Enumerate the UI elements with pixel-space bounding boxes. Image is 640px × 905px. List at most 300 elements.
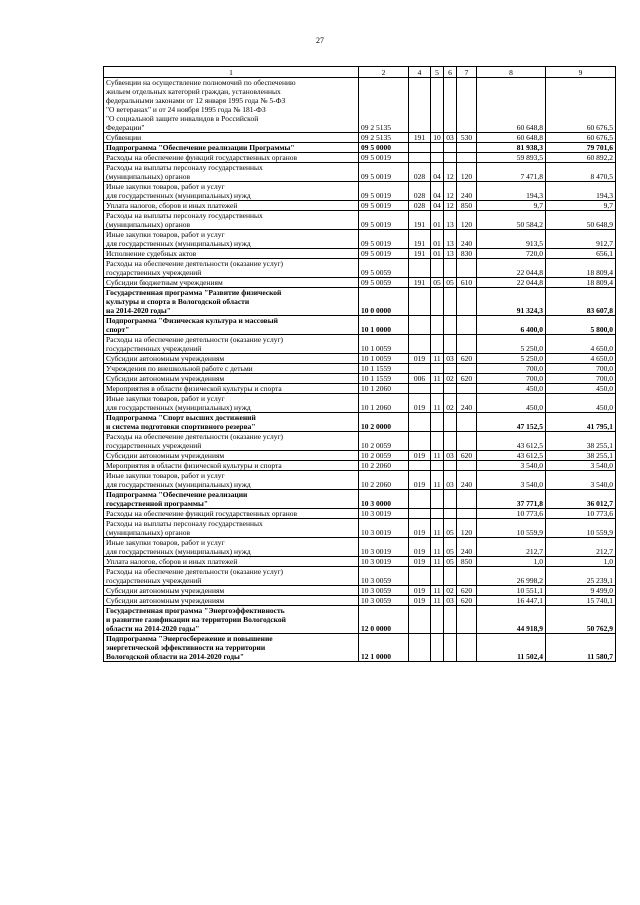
row-section-code: 01: [431, 249, 444, 259]
row-section-code: [431, 335, 444, 354]
row-amount-col9: 194,3: [546, 182, 616, 201]
row-expense-type-code: 850: [457, 201, 477, 211]
row-department-code: 191: [409, 249, 431, 259]
row-department-code: 191: [409, 230, 431, 249]
row-target-code: 10 3 0019: [359, 509, 409, 519]
row-expense-type-code: [457, 316, 477, 335]
row-subsection-code: 05: [444, 538, 457, 557]
row-description: Расходы на обеспечение функций государственных органов: [104, 509, 359, 519]
row-amount-col9: 9 499,0: [546, 586, 616, 596]
row-subsection-code: 13: [444, 230, 457, 249]
row-department-code: [409, 288, 431, 316]
row-amount-col8: 212,7: [477, 538, 546, 557]
row-amount-col8: 450,0: [477, 384, 546, 394]
row-target-code: 10 3 0019: [359, 557, 409, 567]
row-subsection-code: [444, 153, 457, 163]
row-section-code: [431, 143, 444, 153]
row-amount-col8: 720,0: [477, 249, 546, 259]
row-expense-type-code: [457, 634, 477, 662]
row-section-code: [431, 364, 444, 374]
row-subsection-code: [444, 78, 457, 133]
row-description: Субсидии автономным учреждениям: [104, 596, 359, 606]
row-expense-type-code: [457, 606, 477, 634]
row-description: Расходы на обеспечение функций государственных органов: [104, 153, 359, 163]
row-expense-type-code: 620: [457, 374, 477, 384]
row-department-code: [409, 461, 431, 471]
row-section-code: [431, 634, 444, 662]
row-subsection-code: 05: [444, 557, 457, 567]
row-section-code: 10: [431, 133, 444, 143]
table-row: [104, 596, 616, 606]
row-subsection-code: 03: [444, 596, 457, 606]
row-subsection-code: [444, 335, 457, 354]
row-section-code: 05: [431, 278, 444, 288]
row-expense-type-code: [457, 259, 477, 278]
budget-table: [103, 66, 616, 662]
row-section-code: 11: [431, 557, 444, 567]
row-target-code: 10 2 0000: [359, 413, 409, 432]
row-subsection-code: 12: [444, 182, 457, 201]
row-section-code: [431, 413, 444, 432]
row-target-code: 12 1 0000: [359, 634, 409, 662]
row-subsection-code: [444, 490, 457, 509]
row-department-code: 006: [409, 374, 431, 384]
row-amount-col9: 700,0: [546, 374, 616, 384]
row-description: Расходы на обеспечение деятельности (оказание услуг) государственных учреждений: [104, 259, 359, 278]
row-amount-col9: 10 773,6: [546, 509, 616, 519]
row-target-code: 10 3 0059: [359, 567, 409, 586]
row-subsection-code: 03: [444, 354, 457, 364]
row-expense-type-code: 240: [457, 230, 477, 249]
row-department-code: 019: [409, 354, 431, 364]
row-expense-type-code: 240: [457, 394, 477, 413]
table-row: [104, 606, 616, 634]
row-target-code: 10 2 2060: [359, 471, 409, 490]
table-row: [104, 335, 616, 354]
row-description: Субвенции: [104, 133, 359, 143]
row-amount-col8: 10 551,1: [477, 586, 546, 596]
row-amount-col9: 15 740,1: [546, 596, 616, 606]
row-subsection-code: [444, 606, 457, 634]
table-row: [104, 384, 616, 394]
row-department-code: 019: [409, 471, 431, 490]
row-description: Уплата налогов, сборов и иных платежей: [104, 557, 359, 567]
row-description: Подпрограмма "Обеспечение реализации государственной программы": [104, 490, 359, 509]
row-expense-type-code: [457, 78, 477, 133]
row-subsection-code: [444, 413, 457, 432]
row-amount-col8: 3 540,0: [477, 471, 546, 490]
row-section-code: [431, 259, 444, 278]
row-amount-col9: 60 676,5: [546, 78, 616, 133]
row-section-code: [431, 153, 444, 163]
row-amount-col8: 37 771,8: [477, 490, 546, 509]
row-amount-col9: 3 540,0: [546, 471, 616, 490]
row-expense-type-code: [457, 509, 477, 519]
row-expense-type-code: [457, 288, 477, 316]
row-description: Расходы на выплаты персоналу государственных (муниципальных) органов: [104, 519, 359, 538]
table-row: [104, 133, 616, 143]
row-subsection-code: 02: [444, 374, 457, 384]
row-target-code: 09 5 0019: [359, 230, 409, 249]
row-amount-col8: 16 447,1: [477, 596, 546, 606]
row-amount-col9: 38 255,1: [546, 432, 616, 451]
row-amount-col8: 81 938,3: [477, 143, 546, 153]
header-col-9: 9: [546, 67, 616, 78]
row-subsection-code: [444, 364, 457, 374]
row-amount-col8: 3 540,0: [477, 461, 546, 471]
row-section-code: 11: [431, 471, 444, 490]
row-subsection-code: [444, 567, 457, 586]
row-target-code: 10 2 0059: [359, 451, 409, 461]
row-target-code: 10 3 0000: [359, 490, 409, 509]
row-subsection-code: 12: [444, 201, 457, 211]
row-amount-col8: 700,0: [477, 364, 546, 374]
row-target-code: 09 5 0019: [359, 153, 409, 163]
row-subsection-code: [444, 384, 457, 394]
row-section-code: 11: [431, 596, 444, 606]
row-expense-type-code: [457, 567, 477, 586]
row-target-code: 10 2 2060: [359, 461, 409, 471]
row-subsection-code: [444, 143, 457, 153]
table-row: [104, 153, 616, 163]
row-amount-col8: 10 773,6: [477, 509, 546, 519]
row-description: Подпрограмма "Физическая культура и массовый спорт": [104, 316, 359, 335]
row-expense-type-code: [457, 432, 477, 451]
row-description: Субсидии автономным учреждениям: [104, 451, 359, 461]
header-col-5: 5: [431, 67, 444, 78]
row-description: Иные закупки товаров, работ и услуг для государственных (муниципальных) нужд: [104, 538, 359, 557]
row-subsection-code: 05: [444, 519, 457, 538]
table-row: [104, 249, 616, 259]
row-target-code: 09 2 5135: [359, 78, 409, 133]
row-expense-type-code: 530: [457, 133, 477, 143]
row-department-code: [409, 634, 431, 662]
row-amount-col9: 18 809,4: [546, 278, 616, 288]
row-amount-col9: 50 762,9: [546, 606, 616, 634]
table-row: [104, 471, 616, 490]
row-expense-type-code: [457, 413, 477, 432]
row-amount-col8: 6 400,0: [477, 316, 546, 335]
row-amount-col8: 44 918,9: [477, 606, 546, 634]
row-amount-col9: 41 795,1: [546, 413, 616, 432]
row-amount-col9: 60 892,2: [546, 153, 616, 163]
row-amount-col8: 11 502,4: [477, 634, 546, 662]
row-amount-col9: 5 800,0: [546, 316, 616, 335]
row-amount-col9: 3 540,0: [546, 461, 616, 471]
table-row: [104, 230, 616, 249]
row-target-code: 10 3 0019: [359, 538, 409, 557]
row-expense-type-code: 240: [457, 182, 477, 201]
row-section-code: [431, 509, 444, 519]
row-amount-col8: 1,0: [477, 557, 546, 567]
row-target-code: 10 0 0000: [359, 288, 409, 316]
row-expense-type-code: 240: [457, 538, 477, 557]
row-amount-col8: 47 152,5: [477, 413, 546, 432]
row-section-code: 11: [431, 451, 444, 461]
row-department-code: [409, 509, 431, 519]
row-target-code: 09 5 0019: [359, 211, 409, 230]
row-amount-col8: 7 471,8: [477, 163, 546, 182]
row-section-code: [431, 288, 444, 316]
row-expense-type-code: [457, 384, 477, 394]
table-row: [104, 259, 616, 278]
table-row: [104, 461, 616, 471]
row-target-code: 10 1 0000: [359, 316, 409, 335]
table-row: [104, 519, 616, 538]
row-expense-type-code: [457, 461, 477, 471]
row-subsection-code: [444, 432, 457, 451]
row-expense-type-code: 620: [457, 451, 477, 461]
row-department-code: 191: [409, 278, 431, 288]
row-amount-col8: 913,5: [477, 230, 546, 249]
row-expense-type-code: [457, 335, 477, 354]
row-amount-col9: 50 648,9: [546, 211, 616, 230]
row-amount-col9: 11 580,7: [546, 634, 616, 662]
row-department-code: [409, 413, 431, 432]
row-amount-col9: 656,1: [546, 249, 616, 259]
row-amount-col8: 59 893,5: [477, 153, 546, 163]
row-amount-col8: 91 324,3: [477, 288, 546, 316]
row-subsection-code: 03: [444, 133, 457, 143]
row-department-code: [409, 432, 431, 451]
row-amount-col9: 912,7: [546, 230, 616, 249]
row-amount-col9: 450,0: [546, 394, 616, 413]
row-description: Иные закупки товаров, работ и услуг для государственных (муниципальных) нужд: [104, 182, 359, 201]
table-row: [104, 211, 616, 230]
row-department-code: 191: [409, 211, 431, 230]
row-subsection-code: 05: [444, 278, 457, 288]
row-department-code: [409, 78, 431, 133]
row-amount-col9: 4 650,0: [546, 354, 616, 364]
row-amount-col8: 9,7: [477, 201, 546, 211]
row-section-code: 11: [431, 374, 444, 384]
row-description: Подпрограмма "Обеспечение реализации Программы": [104, 143, 359, 153]
page-number: 27: [316, 36, 324, 45]
row-department-code: [409, 316, 431, 335]
row-description: Подпрограмма "Спорт высших достижений и система подготовки спортивного резерва": [104, 413, 359, 432]
row-amount-col8: 43 612,5: [477, 451, 546, 461]
row-description: Мероприятия в области физической культуры и спорта: [104, 384, 359, 394]
row-section-code: [431, 567, 444, 586]
row-description: Иные закупки товаров, работ и услуг для государственных (муниципальных) нужд: [104, 394, 359, 413]
row-subsection-code: 02: [444, 394, 457, 413]
row-description: Субсидии бюджетным учреждениям: [104, 278, 359, 288]
row-description: Государственная программа "Развитие физической культуры и спорта в Вологодской области на 2014-2020 годы": [104, 288, 359, 316]
row-subsection-code: 12: [444, 163, 457, 182]
row-expense-type-code: [457, 143, 477, 153]
row-description: Иные закупки товаров, работ и услуг для государственных (муниципальных) нужд: [104, 230, 359, 249]
row-amount-col9: 9,7: [546, 201, 616, 211]
row-department-code: [409, 384, 431, 394]
table-row: [104, 78, 616, 133]
table-row: [104, 538, 616, 557]
row-department-code: 019: [409, 394, 431, 413]
row-section-code: [431, 490, 444, 509]
row-target-code: 12 0 0000: [359, 606, 409, 634]
row-description: Иные закупки товаров, работ и услуг для государственных (муниципальных) нужд: [104, 471, 359, 490]
row-amount-col8: 700,0: [477, 374, 546, 384]
header-col-4: 4: [409, 67, 431, 78]
row-description: Уплата налогов, сборов и иных платежей: [104, 201, 359, 211]
row-subsection-code: 03: [444, 471, 457, 490]
row-expense-type-code: 120: [457, 519, 477, 538]
row-description: Государственная программа "Энергоэффективность и развитие газификации на территории Вологодской области на 2014-2020 годы": [104, 606, 359, 634]
row-amount-col8: 22 044,8: [477, 278, 546, 288]
row-department-code: 028: [409, 163, 431, 182]
row-department-code: [409, 567, 431, 586]
row-amount-col8: 60 648,8: [477, 133, 546, 143]
table-row: [104, 432, 616, 451]
row-target-code: 10 3 0059: [359, 586, 409, 596]
row-amount-col9: 212,7: [546, 538, 616, 557]
row-department-code: [409, 335, 431, 354]
row-amount-col8: 5 250,0: [477, 354, 546, 364]
row-section-code: 11: [431, 538, 444, 557]
table-row: [104, 163, 616, 182]
row-amount-col9: 79 701,6: [546, 143, 616, 153]
row-section-code: [431, 78, 444, 133]
row-department-code: 019: [409, 451, 431, 461]
row-amount-col9: 4 650,0: [546, 335, 616, 354]
row-subsection-code: [444, 509, 457, 519]
row-amount-col9: 10 559,9: [546, 519, 616, 538]
row-subsection-code: [444, 316, 457, 335]
row-target-code: 10 1 0059: [359, 354, 409, 364]
row-subsection-code: [444, 288, 457, 316]
row-target-code: 10 2 0059: [359, 432, 409, 451]
row-section-code: 11: [431, 394, 444, 413]
row-expense-type-code: 120: [457, 211, 477, 230]
row-target-code: 10 3 0059: [359, 596, 409, 606]
table-row: [104, 278, 616, 288]
table-row: [104, 316, 616, 335]
row-expense-type-code: 620: [457, 354, 477, 364]
row-description: Расходы на выплаты персоналу государственных (муниципальных) органов: [104, 163, 359, 182]
row-amount-col8: 43 612,5: [477, 432, 546, 451]
row-subsection-code: 02: [444, 586, 457, 596]
row-target-code: 09 5 0059: [359, 278, 409, 288]
row-amount-col9: 18 809,4: [546, 259, 616, 278]
table-row: [104, 364, 616, 374]
row-description: Исполнение судебных актов: [104, 249, 359, 259]
row-section-code: [431, 606, 444, 634]
row-amount-col9: 36 012,7: [546, 490, 616, 509]
row-expense-type-code: 610: [457, 278, 477, 288]
table-row: [104, 413, 616, 432]
row-expense-type-code: [457, 490, 477, 509]
header-col-2: 2: [359, 67, 409, 78]
header-col-7: 7: [457, 67, 477, 78]
row-expense-type-code: 850: [457, 557, 477, 567]
row-department-code: 191: [409, 133, 431, 143]
row-subsection-code: 13: [444, 211, 457, 230]
row-department-code: [409, 606, 431, 634]
row-expense-type-code: [457, 153, 477, 163]
row-amount-col8: 60 648,8: [477, 78, 546, 133]
row-expense-type-code: 830: [457, 249, 477, 259]
table-body: [104, 78, 616, 662]
row-description: Субсидии автономным учреждениям: [104, 354, 359, 364]
row-subsection-code: [444, 461, 457, 471]
row-description: Подпрограмма "Энергосбережение и повышение энергетической эффективности на территории Вологодской области на 2014-2020 годы": [104, 634, 359, 662]
row-description: Субвенции на осуществление полномочий по обеспечению жильем отдельных категорий граждан, установленных федеральными законами от 12 января 1995 года № 5-ФЗ "О ветеранах" и от 24 ноября 1995 года № 181-ФЗ "О социальной защите инвалидов в Российской Федерации": [104, 78, 359, 133]
header-col-6: 6: [444, 67, 457, 78]
table-row: [104, 451, 616, 461]
table-row: [104, 557, 616, 567]
row-subsection-code: 03: [444, 451, 457, 461]
table-row: [104, 374, 616, 384]
table-row: [104, 567, 616, 586]
row-section-code: 11: [431, 519, 444, 538]
row-amount-col9: 60 676,5: [546, 133, 616, 143]
row-section-code: [431, 316, 444, 335]
row-section-code: 04: [431, 163, 444, 182]
row-description: Расходы на обеспечение деятельности (оказание услуг) государственных учреждений: [104, 335, 359, 354]
row-department-code: 028: [409, 182, 431, 201]
row-target-code: 09 5 0019: [359, 163, 409, 182]
row-description: Мероприятия в области физической культуры и спорта: [104, 461, 359, 471]
row-subsection-code: [444, 259, 457, 278]
row-target-code: 09 5 0019: [359, 201, 409, 211]
row-department-code: 019: [409, 596, 431, 606]
row-amount-col8: 10 559,9: [477, 519, 546, 538]
row-target-code: 09 5 0019: [359, 249, 409, 259]
header-col-1: 1: [104, 67, 359, 78]
row-description: Субсидии автономным учреждениям: [104, 374, 359, 384]
row-description: Расходы на обеспечение деятельности (оказание услуг) государственных учреждений: [104, 567, 359, 586]
row-department-code: 019: [409, 586, 431, 596]
row-amount-col8: 50 584,2: [477, 211, 546, 230]
table-row: [104, 182, 616, 201]
row-department-code: [409, 259, 431, 278]
row-section-code: 04: [431, 182, 444, 201]
row-amount-col9: 700,0: [546, 364, 616, 374]
row-section-code: [431, 461, 444, 471]
row-amount-col9: 25 239,1: [546, 567, 616, 586]
row-amount-col9: 1,0: [546, 557, 616, 567]
row-amount-col8: 5 250,0: [477, 335, 546, 354]
row-description: Учреждения по внешкольной работе с детьми: [104, 364, 359, 374]
row-target-code: 10 1 2060: [359, 384, 409, 394]
row-section-code: 04: [431, 201, 444, 211]
row-section-code: [431, 384, 444, 394]
row-description: Субсидии автономным учреждениям: [104, 586, 359, 596]
row-department-code: [409, 490, 431, 509]
row-section-code: [431, 432, 444, 451]
table-row: [104, 143, 616, 153]
row-department-code: [409, 364, 431, 374]
table-row: [104, 586, 616, 596]
row-amount-col9: 450,0: [546, 384, 616, 394]
table-row: [104, 288, 616, 316]
row-target-code: 10 1 1559: [359, 364, 409, 374]
row-expense-type-code: [457, 364, 477, 374]
table-row: [104, 509, 616, 519]
row-amount-col9: 38 255,1: [546, 451, 616, 461]
row-amount-col8: 450,0: [477, 394, 546, 413]
row-description: Расходы на выплаты персоналу государственных (муниципальных) органов: [104, 211, 359, 230]
row-amount-col8: 26 998,2: [477, 567, 546, 586]
row-department-code: 019: [409, 519, 431, 538]
row-target-code: 10 3 0019: [359, 519, 409, 538]
table-row: [104, 634, 616, 662]
row-expense-type-code: 620: [457, 596, 477, 606]
row-section-code: 11: [431, 586, 444, 596]
row-target-code: 10 1 1559: [359, 374, 409, 384]
row-target-code: 09 5 0000: [359, 143, 409, 153]
row-department-code: [409, 153, 431, 163]
row-amount-col9: 83 607,8: [546, 288, 616, 316]
